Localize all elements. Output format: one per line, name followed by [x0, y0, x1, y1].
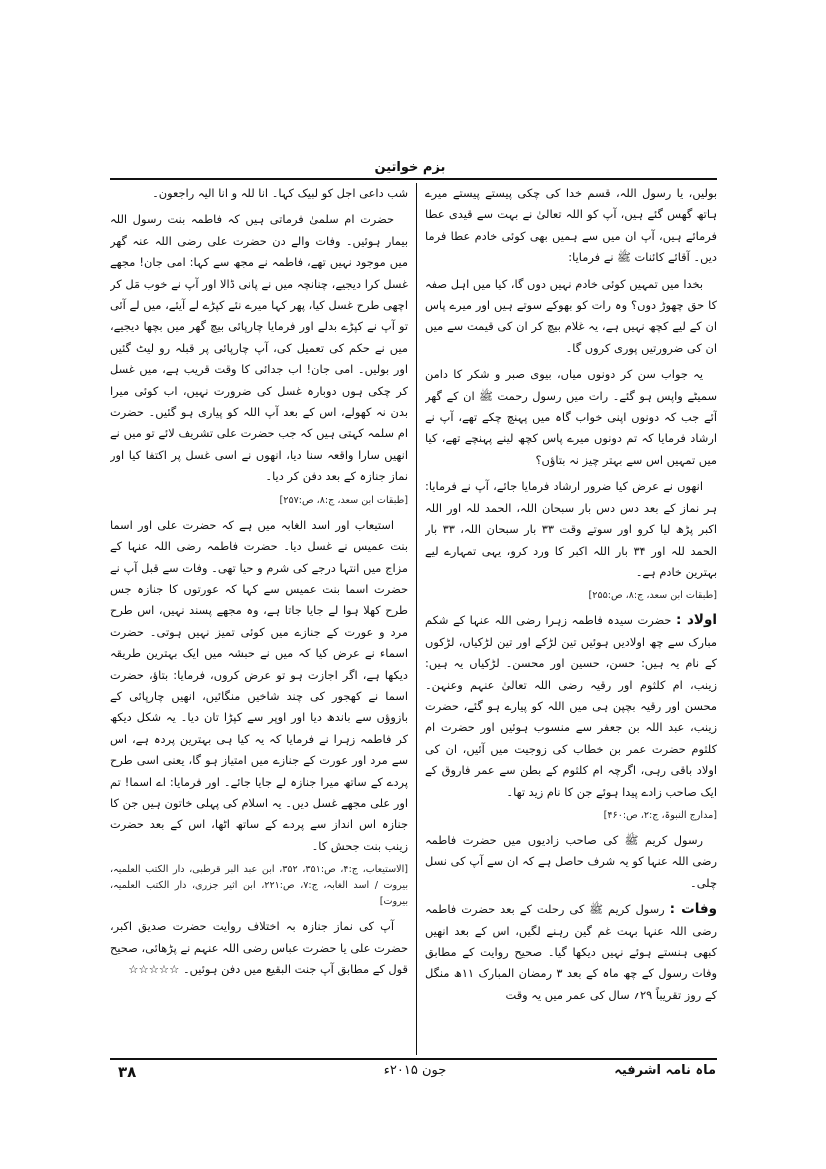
wafat-text: رسول کریم ﷺ کی رحلت کے بعد حضرت فاطمہ رضی اللہ عنہا بہت غم گین رہنے لگیں، اس کے بعد انھیں کبھی ہنستے ہوئے نہیں دیکھا گیا۔ صحیح روایت کے مطابق وفات رسول کے چھ ماہ کے بعد ۳ رمضان المبارک ۱۱ھ منگل کے روز تقریباً ۲۹؍ سال کی عمر میں یہ وقت	[425, 902, 717, 1002]
paragraph: شب داعی اجل کو لبیک کہا۔ انا للہ و انا الیہ راجعون۔	[152, 186, 408, 200]
citation: [مدارج النبوۃ، ج:۲، ص:۴۶۰]	[603, 809, 717, 821]
paragraph: حضرت ام سلمیٰ فرماتی ہیں کہ فاطمہ بنت رسول اللہ بیمار ہوئیں۔ وفات والے دن حضرت علی رضی اللہ عنہ گھر میں موجود نہیں تھے، فاطمہ نے مجھ سے کہا: امی جان! مجھے غسل کرا دیجیے، چنانچہ میں نے پانی ڈالا اور آپ نے خوب مَل کر اچھی طرح غسل کیا، پھر کہا میرے نئے کپڑے لے آیئے، میں لے آئی تو آپ نے کپڑے بدلے اور فرمایا چارپائی بیچ گھر میں بچھا دیجیے، میں نے حکم کی تعمیل کی، آپ چارپائی پر قبلہ رو لیٹ گئیں اور بولیں۔ امی جان! اب جدائی کا وقت قریب ہے، میں غسل کر چکی ہوں دوبارہ غسل کی ضرورت نہیں، اب کوئی میرا بدن نہ کھولے، اس کے بعد آپ اللہ کو پیاری ہو گئیں۔ حضرت ام سلمہ کہتی ہیں کہ جب حضرت علی تشریف لائے تو میں نے انھیں سارا واقعہ سنا دیا، انھوں نے اسی غسل پر اکتفا کیا اور نماز جنازہ کے بعد دفن کر دیا۔	[110, 212, 408, 484]
section-wafat	[425, 899, 717, 1006]
issue-date: جون ۲۰۱۵ء	[383, 1063, 447, 1078]
right-column	[425, 183, 717, 1058]
aulad-text: حضرت سیدہ فاطمہ زہرا رضی اللہ عنہا کے شکم مبارک سے چھ اولادیں ہوئیں تین لڑکے اور تین لڑکیاں، لڑکوں کے نام یہ ہیں: حسن، حسین اور محسن۔ لڑکیاں یہ ہیں: زینب، ام کلثوم اور رقیہ رضی اللہ تعالیٰ عنہم وعنہن۔ محسن اور رقیہ بچپن ہی میں اللہ کو پیارے ہو گئے، حضرت زینب، عبد اللہ بن جعفر سے منسوب ہوئیں اور حضرت ام کلثوم حضرت عمر بن خطاب کی زوجیت میں آئیں، ان کی اولاد باقی رہی، اگرچہ ام کلثوم کے بطن سے عمر فاروق کے ایک صاحب زادے پیدا ہوئے جن کا نام زید تھا۔	[425, 613, 717, 799]
citation: [طبقات ابن سعد، ج:۸، ص:۲۵۵]	[588, 590, 717, 602]
paragraph: بخدا میں تمہیں کوئی خادم نہیں دوں گا، کیا میں اہل صفہ کا حق چھوڑ دوں؟ وہ رات کو بھوکے سوتے ہیں اور میرے پاس ان کے لیے کچھ نہیں ہے، یہ غلام بیچ کر ان کی قیمت سے میں ان کی ضرورتیں پوری کروں گا۔	[425, 276, 717, 355]
footer-rule	[110, 1058, 717, 1060]
page-number: ۳۸	[118, 1063, 137, 1081]
citation: [الاستیعاب، ج:۴، ص:۳۵۱، ۳۵۲، ابن عبد البر قرطبی، دار الکتب العلمیہ، بیروت / اسد الغابہ، ج:۷، ص:۲۲۱، ابن اثیر جزری، دار الکتب العلمیہ، بیروت]	[110, 864, 408, 908]
column-divider	[416, 183, 417, 1055]
aulad-heading: اولاد :	[675, 612, 717, 629]
paragraph: آپ کی نماز جنازہ بہ اختلاف روایت حضرت صدیق اکبر، حضرت علی یا حضرت عباس رضی اللہ عنہم نے پڑھائی، صحیح قول کے مطابق آپ جنت البقیع میں دفن ہوئیں۔ ☆☆☆☆☆	[110, 919, 408, 976]
magazine-name: ماہ نامہ اشرفیہ	[614, 1063, 716, 1078]
section-title: بزم خواتین	[374, 160, 446, 175]
paragraph: استیعاب اور اسد الغابہ میں ہے کہ حضرت علی اور اسما بنت عمیس نے غسل دیا۔ حضرت فاطمہ رضی اللہ عنہا کے مزاج میں انتہا درجے کی شرم و حیا تھی۔ وفات سے قبل آپ نے حضرت اسما بنت عمیس سے کہا کہ عورتوں کا جنازہ جس طرح کھلا ہوا لے جایا جاتا ہے، وہ مجھے پسند نہیں، اس طرح مرد و عورت کے جنازے میں کوئی تمیز نہیں ہوتی۔ حضرت اسماء نے عرض کیا کہ میں نے حبشہ میں ایک بہترین طریقہ دیکھا ہے، اگر اجازت ہو تو عرض کروں، فرمایا: بتاؤ، حضرت اسما نے کھجور کی چند شاخیں منگائیں، انھیں چارپائی کے بازوؤں سے باندھ دیا اور اوپر سے کپڑا تان دیا۔ یہ شکل دیکھ کر فاطمہ زہرا نے فرمایا کہ یہ کیا ہی بہترین پردہ ہے، اس سے مرد اور عورت کے جنازے میں امتیاز ہو گا، یعنی اسی طرح پردے کے ساتھ میرا جنازہ لے جایا جائے۔ اور فرمایا: اے اسما! تم اور علی مجھے غسل دیں۔ یہ اسلام کی پہلی خاتون ہیں جن کا جنازہ اس انداز سے پردے کے ساتھ اٹھا، اس کے بعد حضرت زینب بنت جحش کا۔	[110, 517, 408, 853]
wafat-heading: وفات :	[669, 901, 717, 918]
paragraph: رسول کریم ﷺ کی صاحب زادیوں میں حضرت فاطمہ رضی اللہ عنہا کو یہ شرف حاصل ہے کہ ان سے آپ کی نسل چلی۔	[425, 832, 717, 890]
paragraph: یہ جواب سن کر دونوں میاں، بیوی صبر و شکر کا دامن سمیٹے واپس ہو گئے۔ رات میں رسول رحمت ﷺ ان کے گھر آئے جب کہ دونوں اپنی خواب گاہ میں پہنچ چکے تھے، آپ نے ارشاد فرمایا کہ تم دونوں میرے پاس کچھ لینے پہنچے تھے، کیا میں تمہیں اس سے بہتر چیز نہ بتاؤں؟	[425, 367, 717, 467]
paragraph: انھوں نے عرض کیا ضرور ارشاد فرمایا جائے، آپ نے فرمایا: ہر نماز کے بعد دس دس بار سبحان اللہ، الحمد للہ اور اللہ اکبر پڑھ لیا کرو اور سوتے وقت ۳۳ بار سبحان اللہ، ۳۳ بار الحمد للہ اور ۳۴ بار اللہ اکبر کا ورد کرو، یہی تمہارے لیے بہترین خادم ہے۔	[425, 479, 717, 579]
section-aulad	[425, 610, 717, 803]
paragraph: بولیں، یا رسول اللہ، قسم خدا کی چکی پیستے پیستے میرے ہاتھ گھس گئے ہیں، آپ کو اللہ تعالیٰ نے بہت سے قیدی عطا فرمائے ہیں، آپ ان میں سے ہمیں بھی کوئی خادم عطا فرما دیں۔ آقائے کائنات ﷺ نے فرمایا:	[425, 186, 717, 265]
citation: [طبقات ابن سعد، ج:۸، ص:۲۵۷]	[279, 494, 408, 506]
left-column	[110, 183, 408, 1058]
header-rule	[110, 178, 717, 180]
